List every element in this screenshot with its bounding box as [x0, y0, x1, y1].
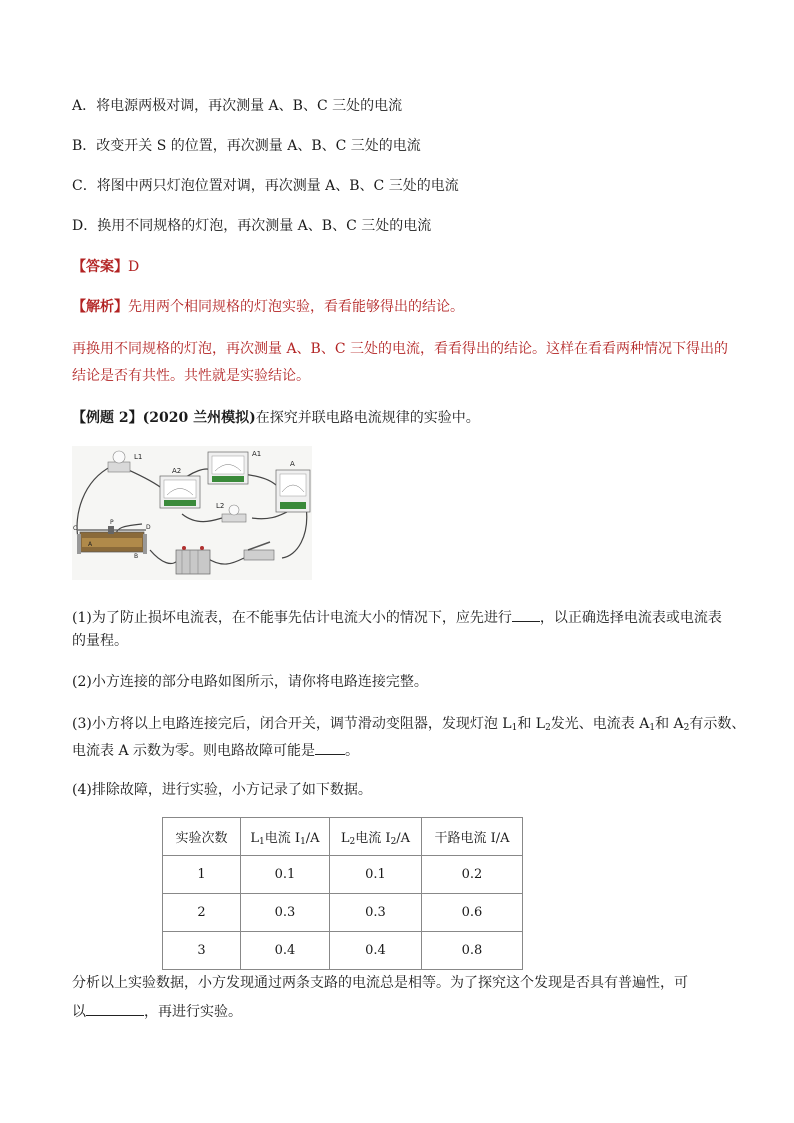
label-c: C [73, 525, 78, 532]
label-d: D [146, 524, 151, 531]
cell-i: 0.2 [422, 856, 523, 894]
label-a2: A2 [172, 467, 182, 475]
label-a-end: A [88, 541, 93, 548]
header-trial: 实验次数 [163, 818, 241, 856]
answer [72, 257, 139, 277]
table-row [163, 856, 523, 894]
q3-sub-a2: 2 [683, 723, 690, 733]
q1-blank [512, 607, 540, 622]
header-l1-current [241, 818, 330, 856]
q3-text-d: 和 A [655, 716, 684, 732]
cell-i: 0.8 [422, 932, 523, 970]
q3-text-f: 电流表 A 示数为零。则电路故障可能是 [72, 743, 316, 759]
table-header-row [163, 818, 523, 856]
conclusion-text-a: 以 [72, 1004, 86, 1020]
q3-text-b: 和 L [517, 716, 546, 732]
example-source: (2020 兰州模拟) [142, 410, 256, 426]
cell-i1: 0.4 [241, 932, 330, 970]
h2-a: L [250, 831, 260, 846]
q3-sub-l1: 1 [511, 723, 518, 733]
h3-a: L [340, 831, 350, 846]
q3-sub-a1: 1 [649, 723, 656, 733]
cell-trial: 3 [163, 932, 241, 970]
q3-blank [315, 740, 345, 755]
table-row [163, 894, 523, 932]
h2-b: 电流 I [264, 831, 301, 846]
label-l2: L2 [216, 502, 225, 510]
h2-sub-i: 1 [300, 837, 306, 847]
cell-i2: 0.1 [330, 856, 422, 894]
cell-trial: 1 [163, 856, 241, 894]
conclusion-blank [86, 1001, 144, 1016]
label-l1: L1 [134, 453, 143, 461]
cell-i2: 0.4 [330, 932, 422, 970]
question-3-line-2 [72, 740, 359, 761]
conclusion-text-b: ，再进行实验。 [144, 1004, 242, 1020]
cell-i1: 0.3 [241, 894, 330, 932]
question-3-line-1 [72, 714, 745, 734]
cell-trial: 2 [163, 894, 241, 932]
analysis-line-2: 再换用不同规格的灯泡，再次测量 A、B、C 三处的电流，看看得出的结论。这样在看看两种情况下得出的 [72, 341, 729, 357]
question-2: (2)小方连接的部分电路如图所示，请你将电路连接完整。 [72, 674, 428, 690]
analysis-text-1: 先用两个相同规格的灯泡实验，看看能够得出的结论。 [128, 299, 464, 315]
label-b: B [134, 553, 139, 560]
h3-b: 电流 I [355, 831, 391, 846]
data-table [162, 817, 523, 970]
q3-sub-l2: 2 [545, 723, 551, 733]
h3-c: /A [396, 831, 411, 846]
analysis-label: 【解析】 [72, 299, 128, 315]
option-a: A．将电源两极对调，再次测量 A、B、C 三处的电流 [72, 98, 403, 114]
question-1-line-2: 的量程。 [72, 633, 128, 649]
option-b: B．改变开关 S 的位置，再次测量 A、B、C 三处的电流 [72, 138, 421, 154]
q3-text-g: 。 [345, 743, 360, 759]
q3-text-e: 有示数、 [689, 716, 746, 732]
table-row [163, 932, 523, 970]
q1-text-b: ，以正确选择电流表或电流表 [539, 610, 722, 626]
h3-sub: 2 [349, 837, 356, 847]
analysis-line-3: 结论是否有共性。共性就是实验结论。 [72, 368, 310, 384]
label-p: P [110, 519, 114, 526]
example-heading [72, 408, 480, 428]
answer-label: 【答案】 [72, 259, 128, 275]
cell-i2: 0.3 [330, 894, 422, 932]
header-l2-current [330, 818, 422, 856]
option-c: C．将图中两只灯泡位置对调，再次测量 A、B、C 三处的电流 [72, 178, 459, 194]
label-a: A [290, 460, 295, 468]
option-d: D．换用不同规格的灯泡，再次测量 A、B、C 三处的电流 [72, 218, 432, 234]
answer-value: D [128, 259, 140, 275]
conclusion-line-1: 分析以上实验数据，小方发现通过两条支路的电流总是相等。为了探究这个发现是否具有普遍性，可 [72, 975, 688, 991]
cell-i1: 0.1 [241, 856, 330, 894]
label-a1: A1 [252, 450, 262, 458]
analysis-line-1 [72, 297, 464, 317]
circuit-diagram-image [72, 446, 312, 580]
h2-c: /A [305, 831, 320, 846]
question-1-line-1 [72, 607, 722, 628]
q1-text-a: (1)为了防止损坏电流表，在不能事先估计电流大小的情况下，应先进行 [72, 610, 512, 626]
q3-text-a: (3)小方将以上电路连接完后，闭合开关，调节滑动变阻器，发现灯泡 L [72, 716, 512, 732]
cell-i: 0.6 [422, 894, 523, 932]
question-4: (4)排除故障，进行实验，小方记录了如下数据。 [72, 782, 372, 798]
example-text: 在探究并联电路电流规律的实验中。 [255, 410, 480, 426]
conclusion-line-2 [72, 1001, 242, 1022]
example-label: 【例题 2】 [72, 410, 143, 426]
q3-text-c: 发光、电流表 A [550, 716, 650, 732]
h2-sub: 1 [259, 837, 265, 847]
header-main-current: 干路电流 I/A [422, 818, 523, 856]
h3-sub-i: 2 [390, 837, 397, 847]
